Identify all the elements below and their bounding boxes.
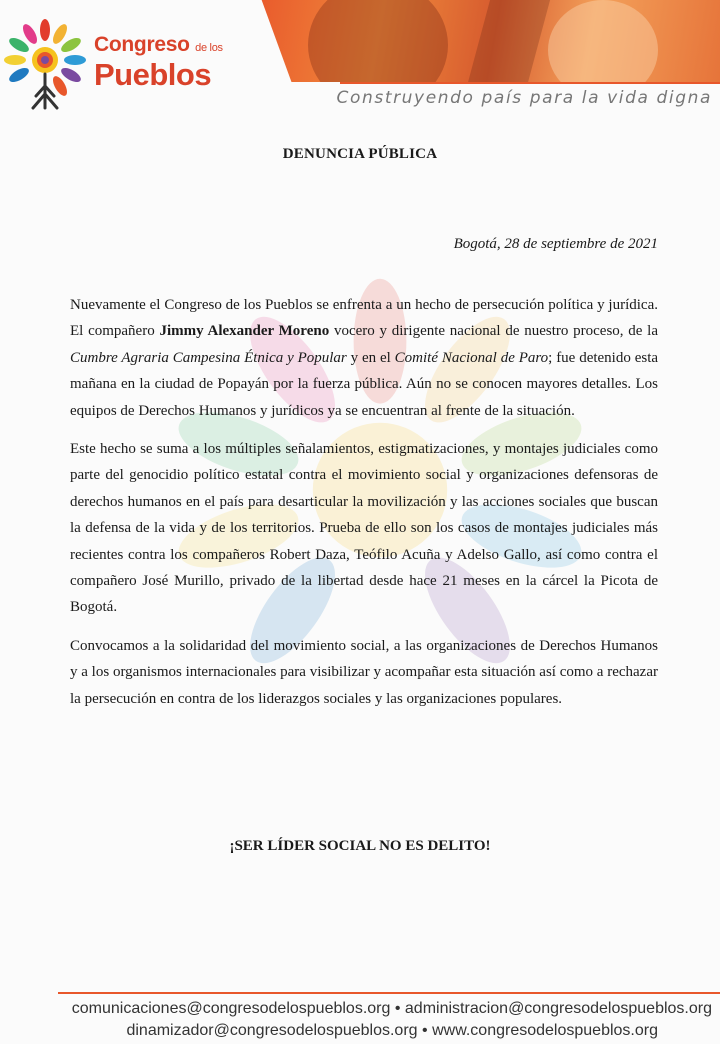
- contact-footer: comunicaciones@congresodelospueblos.org • administracion@congresodelospueblos.org dinamizador@congresodelospueblos.org • www.congresodelospueblos.org: [71, 1000, 712, 1039]
- logo-congreso: Congreso: [94, 33, 190, 56]
- detained-person-name: Jimmy Alexander Moreno: [159, 323, 330, 340]
- document-date: Bogotá, 28 de septiembre de 2021: [453, 236, 658, 252]
- email-administracion[interactable]: administracion@congresodelospueblos.org: [404, 1000, 712, 1017]
- closing-slogan: ¡SER LÍDER SOCIAL NO ES DELITO!: [229, 838, 491, 854]
- logo-delos: de los: [195, 42, 223, 54]
- document-body: [70, 292, 658, 724]
- document-title: DENUNCIA PÚBLICA: [282, 146, 438, 162]
- paragraph-3: Convocamos a la solidaridad del movimiento social, a las organizaciones de Derechos Humanos y a los organismos internacionales para visibilizar y acompañar esta situación así como a rechazar la persecución en contra de los liderazgos sociales y las organizaciones populares.: [70, 637, 658, 707]
- logo-wordmark: [94, 34, 223, 91]
- paragraph-2: Este hecho se suma a los múltiples señalamientos, estigmatizaciones, y montajes judiciales como parte del genocidio político estatal contra el movimiento social y organizaciones defensoras de derechos humanos en el país para desarticular la movilización y las acciones sociales que buscan la defensa de la vida y de los territorios. Prueba de ello son los casos de montajes judiciales más recientes contra los compañeros Robert Daza, Teófilo Acuña y Adelso Gallo, así como contra el compañero José Murillo, privado de la libertad desde hace 21 meses en la cárcel la Picota de Bogotá.: [70, 441, 658, 616]
- header-photo-banner: [248, 0, 720, 82]
- footer-divider: [58, 992, 720, 994]
- tagline: Construyendo país para la vida digna: [336, 88, 712, 108]
- email-dinamizador[interactable]: dinamizador@congresodelospueblos.org: [126, 1022, 418, 1039]
- congreso-logo-icon: [0, 12, 90, 116]
- header-divider: [340, 82, 720, 84]
- logo-pueblos: Pueblos: [94, 57, 212, 92]
- paragraph-1: Nuevamente el Congreso de los Pueblos se enfrenta a un hecho de persecución política y jurídica. El compañero Jimmy Alexander Moreno vocero y dirigente nacional de nuestro proceso, de la Cumbre Agraria Campesina Étnica y Popular y en el Comité Nacional de Paro; fue detenido esta mañana en la ciudad de Popayán por la fuerza pública. Aún no se conocen mayores detalles. Los equipos de Derechos Humanos y jurídicos ya se encuentran al frente de la situación.: [70, 297, 659, 419]
- website-link[interactable]: www.congresodelospueblos.org: [432, 1022, 658, 1039]
- letterhead: [0, 0, 720, 120]
- email-comunicaciones[interactable]: comunicaciones@congresodelospueblos.org: [71, 1000, 391, 1017]
